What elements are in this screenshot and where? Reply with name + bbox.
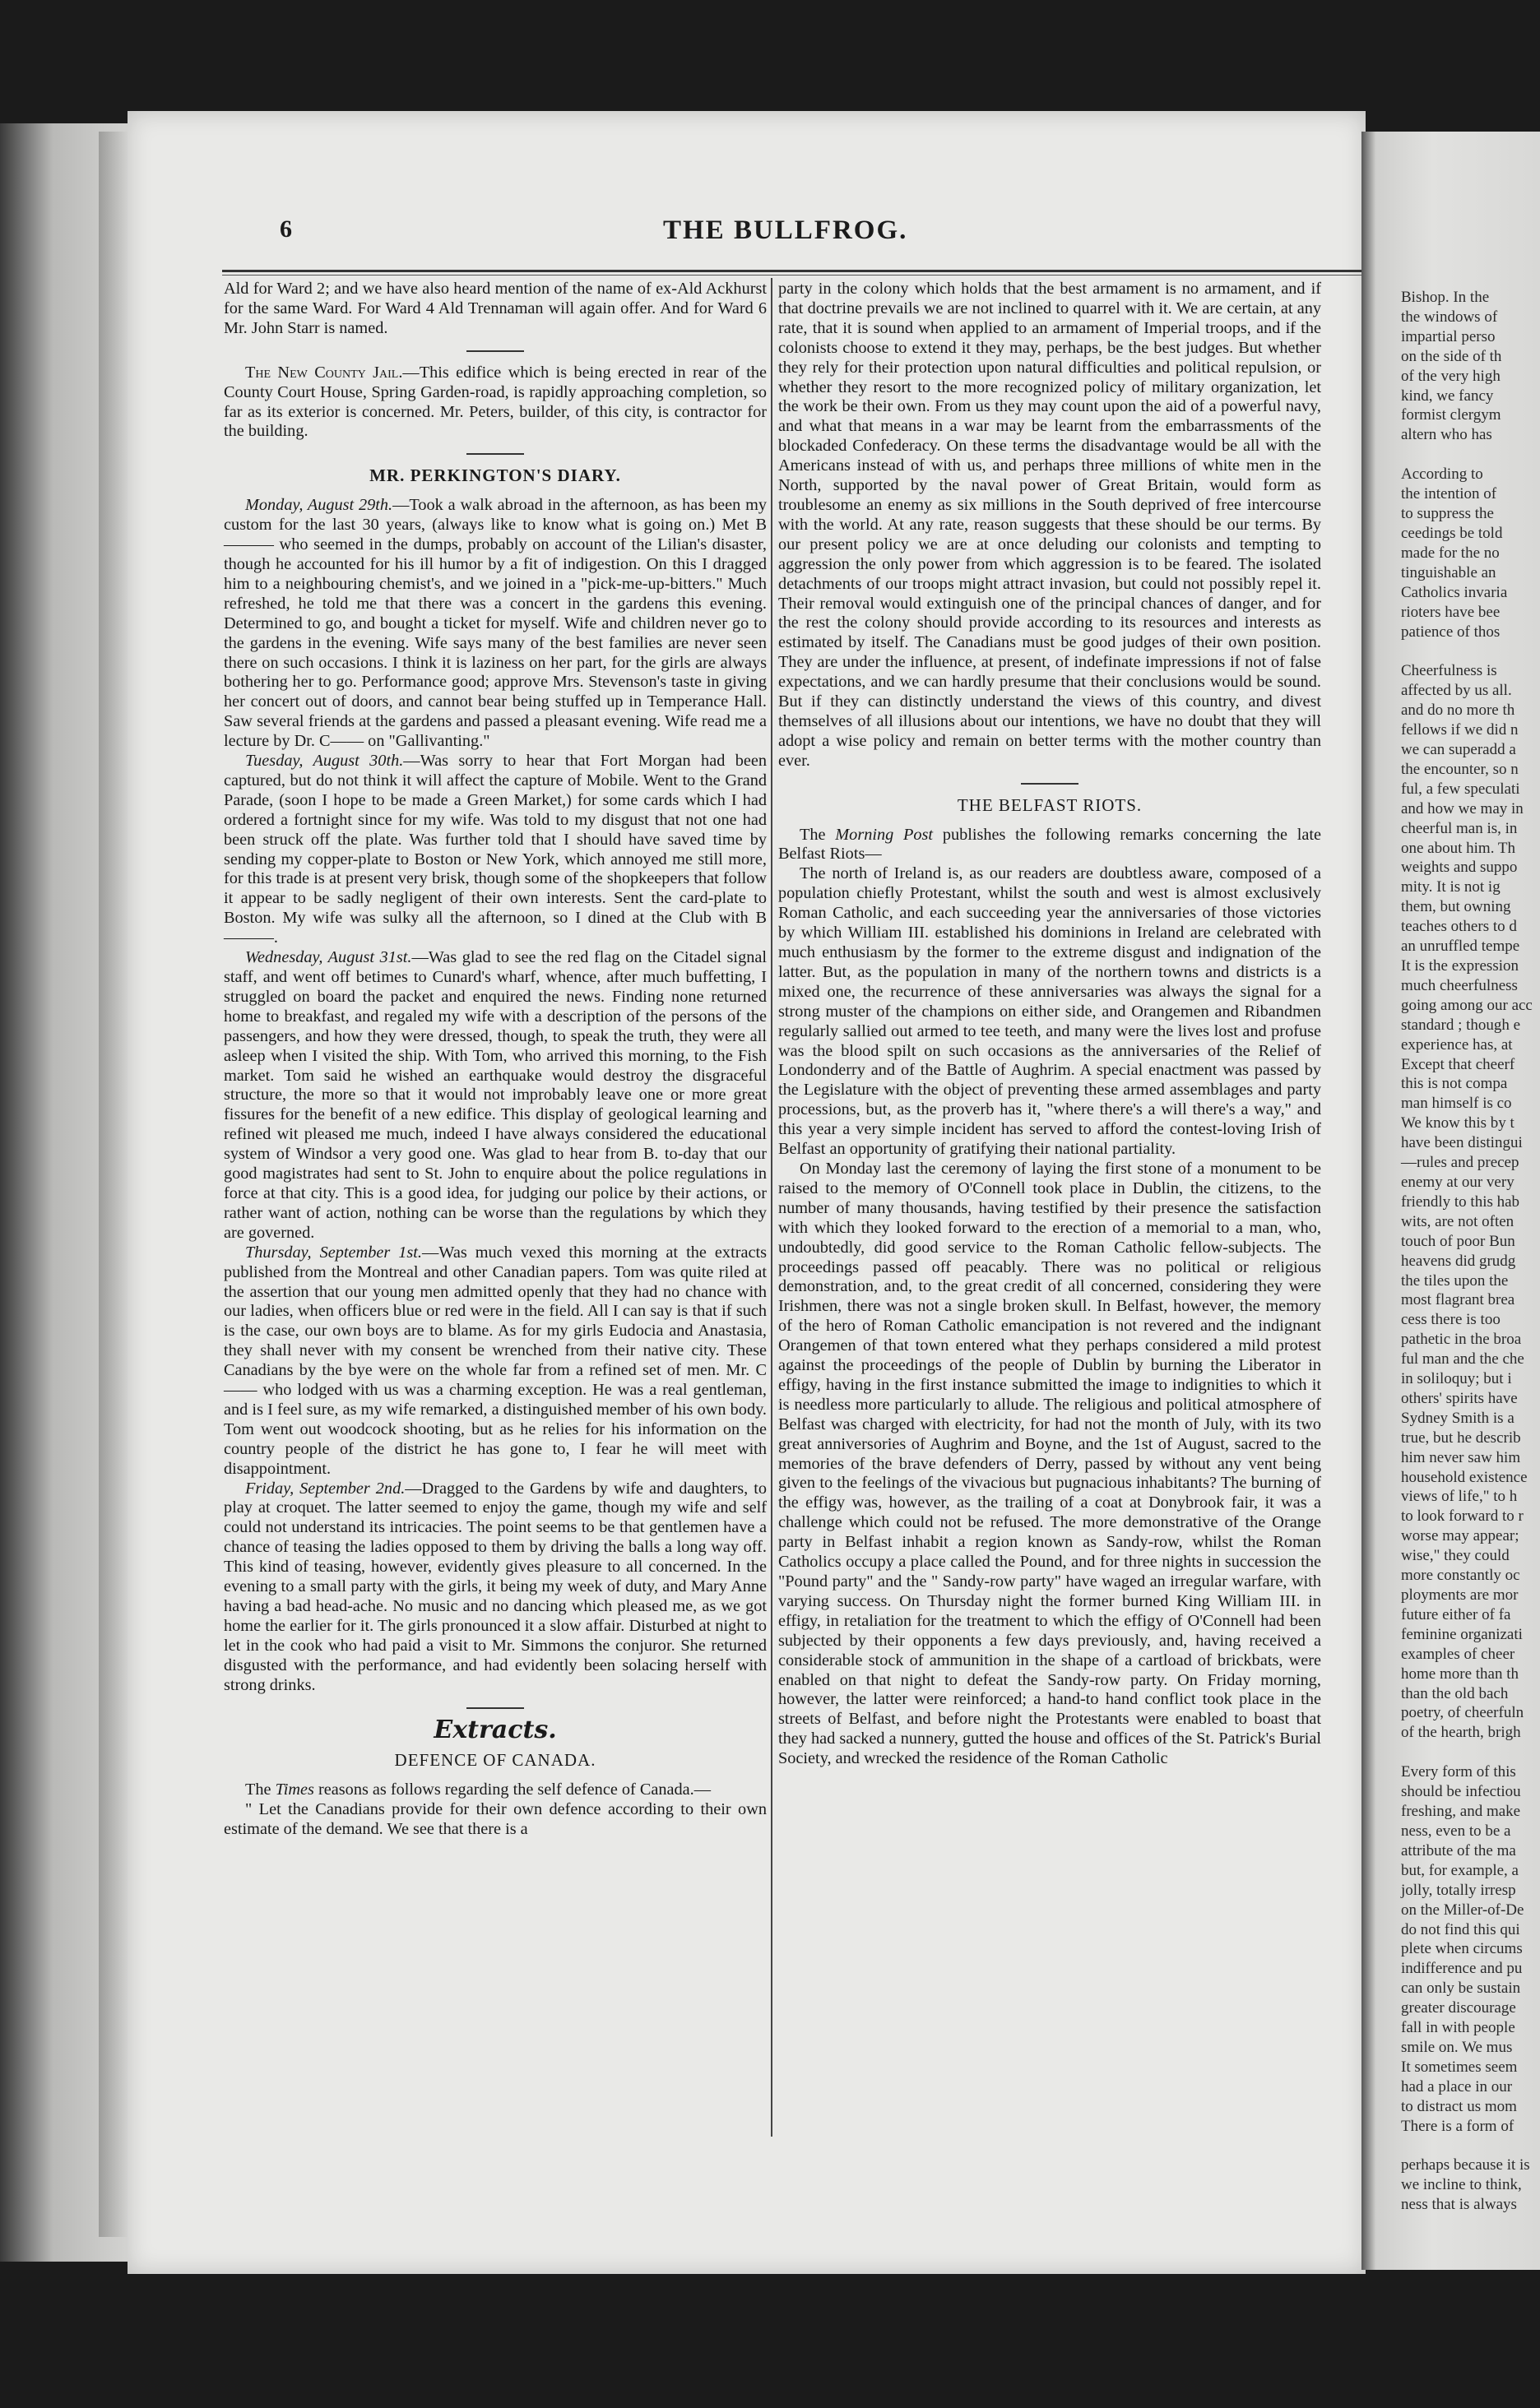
- page-number: 6: [280, 215, 292, 243]
- adjacent-line: going among our acc: [1401, 996, 1533, 1014]
- adjacent-line: Every form of this: [1401, 1763, 1516, 1781]
- adjacent-line: of the hearth, brigh: [1401, 1724, 1521, 1742]
- adjacent-line: household existence: [1401, 1468, 1528, 1486]
- defence-intro-paper: Times: [275, 1781, 314, 1799]
- diary-entry: [224, 948, 767, 1243]
- adjacent-line: greater discourage: [1401, 1999, 1516, 2017]
- adjacent-line: affected by us all.: [1401, 682, 1512, 700]
- header-rule: [222, 270, 1361, 272]
- page-header: [280, 215, 1366, 257]
- diary-heading: MR. PERKINGTON'S DIARY.: [369, 465, 621, 486]
- adjacent-line: the encounter, so n: [1401, 760, 1519, 778]
- adjacent-line: enemy at our very: [1401, 1173, 1514, 1191]
- adjacent-line: others' spirits have: [1401, 1389, 1518, 1407]
- adjacent-line: Bishop. In the: [1401, 289, 1490, 306]
- adjacent-line: should be infectiou: [1401, 1783, 1521, 1801]
- belfast-article: [778, 864, 1321, 1769]
- adjacent-gap: [1401, 2136, 1540, 2156]
- diary-date: Friday, September 2nd.: [245, 1479, 406, 1498]
- adjacent-line: wits, are not often: [1401, 1212, 1514, 1230]
- jail-lead: The New County Jail.: [245, 363, 403, 382]
- adjacent-line: him never saw him: [1401, 1448, 1521, 1466]
- adjacent-line: on the Miller-of-De: [1401, 1901, 1524, 1919]
- adjacent-line: feminine organizati: [1401, 1625, 1523, 1643]
- adjacent-line: to look forward to r: [1401, 1507, 1524, 1526]
- adjacent-line: cheerful man is, in: [1401, 819, 1518, 837]
- intro-paragraph: Ald for Ward 2; and we have also heard mention of the name of ex-Ald Ackhurst for the same Ward. For Ward 4 Ald Trennaman will again offer. And for Ward 6 Mr. John Starr is named.: [224, 280, 767, 337]
- adjacent-line: ness that is always: [1401, 2196, 1517, 2214]
- column-divider: [771, 278, 772, 2137]
- adjacent-line: kind, we fancy: [1401, 387, 1494, 405]
- publication-title: THE BULLFROG.: [663, 215, 908, 245]
- adjacent-line: an unruffled tempe: [1401, 938, 1520, 956]
- adjacent-line: examples of cheer: [1401, 1645, 1515, 1663]
- adjacent-line: smile on. We mus: [1401, 2038, 1513, 2056]
- adjacent-line: worse may appear;: [1401, 1527, 1519, 1545]
- adjacent-line: fellows if we did n: [1401, 721, 1519, 739]
- belfast-intro-paper: Morning Post: [835, 825, 934, 844]
- diary-entry: [224, 752, 767, 948]
- adjacent-line: ness, even to be a: [1401, 1822, 1511, 1840]
- defence-quote: " Let the Canadians provide for their own defence according to their own estimate of the demand. We see that there is a: [224, 1800, 767, 1839]
- adjacent-line: There is a form of: [1401, 2117, 1514, 2135]
- adjacent-line: Sydney Smith is a: [1401, 1409, 1514, 1427]
- adjacent-line: on the side of th: [1401, 347, 1502, 365]
- jail-article: [224, 364, 767, 442]
- adjacent-line: and how we may in: [1401, 799, 1524, 817]
- section-rule: [466, 453, 524, 455]
- adjacent-line: we incline to think,: [1401, 2176, 1522, 2194]
- adjacent-line: one about him. Th: [1401, 839, 1515, 857]
- adjacent-line: man himself is co: [1401, 1095, 1512, 1113]
- belfast-intro-a: The: [800, 825, 836, 844]
- adjacent-line: patience of thos: [1401, 623, 1501, 641]
- adjacent-line: jolly, totally irresp: [1401, 1881, 1516, 1899]
- adjacent-line: standard ; though e: [1401, 1016, 1521, 1034]
- adjacent-line: friendly to this hab: [1401, 1192, 1520, 1211]
- adjacent-line: more constantly oc: [1401, 1567, 1520, 1585]
- adjacent-line: Catholics invaria: [1401, 583, 1508, 601]
- adjacent-line: altern who has: [1401, 426, 1492, 444]
- adjacent-line: indifference and pu: [1401, 1960, 1523, 1978]
- adjacent-line: do not find this qui: [1401, 1920, 1520, 1938]
- adjacent-line: to distract us mom: [1401, 2097, 1517, 2115]
- adjacent-line: views of life," to h: [1401, 1488, 1518, 1506]
- diary-date: Wednesday, August 31st.: [245, 948, 412, 967]
- diary-date: Monday, August 29th.: [245, 496, 393, 515]
- adjacent-line: It is the expression: [1401, 957, 1519, 975]
- left-column: [224, 280, 767, 1840]
- adjacent-line: touch of poor Bun: [1401, 1232, 1515, 1250]
- adjacent-page-text: [1401, 288, 1540, 2215]
- adjacent-line: pathetic in the broa: [1401, 1331, 1522, 1349]
- adjacent-line: to suppress the: [1401, 505, 1494, 523]
- diary-entry: [224, 496, 767, 752]
- adjacent-line: had a place in our: [1401, 2077, 1513, 2095]
- adjacent-line: weights and suppo: [1401, 859, 1518, 877]
- adjacent-line: Except that cheerf: [1401, 1055, 1515, 1073]
- adjacent-line: the intention of: [1401, 485, 1497, 503]
- belfast-paragraph: The north of Ireland is, as our readers are doubtless aware, composed of a population chiefly Protestant, whilst the south and west is almost exclusively Roman Catholic, and each succeeding year the anniversaries of those victories by which William III. established his dominions in Ireland are celebrated with much enthusiasm by the former to the extreme disgust and indignation of the latter. But, as the population in many of the northern towns and districts is a mixed one, the recurrence of these anniversaries was always the signal for a strong muster of the champions on either side, and Orangemen and Ribandmen regularly sallied out armed to tee teeth, and many were the lives lost and profuse was the blood spilt on such occasions as the anniversaries of the Relief of Londonderry and of the Battle of Aughrim. A special enactment was passed by the Legislature with the object of preventing these armed assemblages and party processions, but, as the proverb has it, "where there's a will there's a way," and this year a very simple incident has served to afford the contest-loving Irish of Belfast an opportunity of gratifying their national partiality.: [778, 864, 1321, 1159]
- diary-entry: [224, 1480, 767, 1696]
- diary-text: —Was sorry to hear that Fort Morgan had been captured, but do not think it will affect the capture of Mobile. Went to the Grand Parade, (soon I hope to be made a Green Market,) for some cards which I had ordered a fortnight since for my wife. Was told to my disgust that not one had been struck off the plate. Was further told that I should have saved time by sending my copper-plate to Boston or New York, which annoyed me still more, for this trade is at present very brisk, though some of the shopkeepers that follow it appear to be sadly negligent of their own interests. Sent the card-plate to Boston. My wife was sulky all the afternoon, so I dined at the Club with B———.: [224, 752, 768, 947]
- adjacent-line: formist clergym: [1401, 406, 1501, 424]
- right-column: [778, 280, 1321, 1769]
- belfast-paragraph: On Monday last the ceremony of laying the first stone of a monument to be raised to the memory of O'Connell took place in Dublin, the citizens, to the number of many thousands, having testified by their presence the satisfaction with which they looked forward to the erection of a memorial to a man, who, undoubtedly, did good service to the Roman Catholic fellow-subjects. The proceedings passed off peacably. There was no political or religious demonstration, and, to the great credit of all concerned, considering they were Irishmen, there was not a single broken skull. In Belfast, however, the memory of the hero of Roman Catholic emancipation is not revered and the indignant Orangemen of that town entered what they perhaps considered a mild protest against the proceedings of the people of Dublin by burning the Liberator in effigy, having in the first instance submitted the image to indignities to which it is needless more particularly to allude. The religious and political atmosphere of Belfast was charged with electricity, for had not the month of July, with its two great anniversories of Aughrim and Boyne, and the 1st of August, sacred to the memories of the brave defenders of Derry, passed by without any vent being given to the feelings of the vivacious but pugnacious inhabitants? The burning of the effigy was, however, as the trailing of a coat at Donybrook fair, it was a challenge which could not be refused. The more demonstrative of the Orange party in Belfast inhabit a region known as Sandy-row, whilst the Roman Catholics occupy a place called the Pound, and for three nights in succession the "Pound party" and the " Sandy-row party" have waged an irregular warfare, with varying success. On Thursday night the former burned King William III. in effigy, in retaliation for the treatment to which the effigy of O'Connell had been subjected by their opponents a few days previously, and, having received a considerable stock of ammunition in the shape of a cartload of brickbats, were enabled on that night to defeat the Sandy-row party. On Friday morning, however, the latter were reinforced; a hand-to hand conflict took place in the streets of Belfast, and before night the Protestants were enabled to boast that they had sacked a nunnery, gutted the house and offices of the St. Patrick's Burial Society, and wrecked the residence of the Roman Catholic: [778, 1159, 1321, 1768]
- adjacent-line: fall in with people: [1401, 2019, 1515, 2037]
- adjacent-line: ployments are mor: [1401, 1586, 1519, 1604]
- diary-text: —Was glad to see the red flag on the Citadel signal staff, and went off betimes to Cunard's wharf, whence, after much buffetting, I struggled on board the packet and enquired the news. Finding none returned home to breakfast, and regaled my wife with a description of the persons of the passengers, and how they were dressed, though, to speak the truth, they were all asleep when I visited the ship. With Tom, who arrived this morning, to the Fish market. Tom said he wished an earthquake would destroy the disgraceful structure, the more so that it would not improbably leave one or more great fissures for the benefit of a new edifice. This display of geological learning and refined wit pleased me much, indeed I have always considered the educational system of Windsor a very good one. Was glad to hear from B. to-day that our good magistrates had sent to St. John to enquire about the police regulations in force at that city. This is a good idea, for judging our police by their actions, or rather want of action, nothing can be worse than the regulations by which they are governed.: [224, 948, 767, 1242]
- adjacent-page: [1361, 132, 1540, 2270]
- adjacent-line: have been distingui: [1401, 1134, 1523, 1152]
- adjacent-line: most flagrant brea: [1401, 1291, 1515, 1309]
- belfast-intro: [778, 826, 1321, 865]
- adjacent-line: future either of fa: [1401, 1605, 1511, 1623]
- adjacent-line: home more than th: [1401, 1665, 1519, 1683]
- section-rule: [466, 1707, 524, 1709]
- defence-heading: DEFENCE OF CANADA.: [394, 1750, 596, 1771]
- adjacent-line: perhaps because it is: [1401, 2156, 1530, 2174]
- adjacent-line: the windows of: [1401, 308, 1498, 326]
- defence-intro: [224, 1781, 767, 1800]
- adjacent-line: much cheerfulness: [1401, 976, 1518, 994]
- adjacent-line: —rules and precep: [1401, 1154, 1519, 1172]
- adjacent-line: this is not compa: [1401, 1075, 1508, 1093]
- adjacent-line: teaches others to d: [1401, 918, 1517, 936]
- adjacent-line: tinguishable an: [1401, 563, 1496, 581]
- adjacent-line: It sometimes seem: [1401, 2058, 1518, 2076]
- header-rule-thin: [222, 275, 1361, 276]
- diary-text: —Was much vexed this morning at the extracts published from the Montreal and other Canadian papers. Tom was quite riled at the assertion that our young men admitted openly that they had no chance with our ladies, when officers blue or red were in the field. All I can say is that if such is the case, our own boys are to blame. As for my girls Eudocia and Anastasia, they shall never with my consent be wrenched from their native city. These Canadians by the bye were on the whole far from a refined set of men. Mr. C—— who lodged with us was a charming exception. He was a real gentleman, and is I feel sure, as my wife remarked, a distinguished member of his own body. Tom went out woodcock shooting, but as he relies for his information on the country people of the district he has gone to, I fear he will meet with disappointment.: [224, 1243, 767, 1478]
- adjacent-line: true, but he describ: [1401, 1429, 1521, 1447]
- belfast-intro-b: publishes the following remarks concerning the late Belfast Riots—: [778, 825, 1321, 864]
- adjacent-line: ceedings be told: [1401, 524, 1503, 542]
- adjacent-line: made for the no: [1401, 544, 1500, 562]
- adjacent-line: Cheerfulness is: [1401, 662, 1497, 680]
- belfast-heading: THE BELFAST RIOTS.: [957, 794, 1143, 815]
- adjacent-line: in soliloquy; but i: [1401, 1370, 1512, 1388]
- diary-date: Tuesday, August 30th.: [245, 752, 404, 771]
- adjacent-line: can only be sustain: [1401, 1980, 1521, 1998]
- adjacent-line: of the very high: [1401, 367, 1501, 385]
- defence-intro-b: reasons as follows regarding the self defence of Canada.—: [313, 1781, 712, 1799]
- jail-text: —This edifice which is being erected in rear of the County Court House, Spring Garden-road, is rapidly approaching completion, so far as its exterior is concerned. Mr. Peters, builder, of this city, is contractor for the building.: [224, 363, 767, 441]
- adjacent-line: rioters have bee: [1401, 603, 1501, 621]
- diary-entries: [224, 496, 767, 1695]
- adjacent-line: freshing, and make: [1401, 1803, 1521, 1821]
- adjacent-gap: [1401, 1743, 1540, 1762]
- diary-entry: [224, 1243, 767, 1480]
- binding-gutter: [99, 132, 132, 2237]
- adjacent-gap: [1401, 641, 1540, 661]
- adjacent-gap: [1401, 445, 1540, 465]
- adjacent-line: ful, a few speculati: [1401, 780, 1520, 798]
- adjacent-line: cess there is too: [1401, 1311, 1501, 1329]
- extracts-heading: Extracts.: [434, 1715, 557, 1744]
- adjacent-line: poetry, of cheerfuln: [1401, 1704, 1524, 1722]
- adjacent-line: plete when circums: [1401, 1940, 1523, 1958]
- adjacent-line: mity. It is not ig: [1401, 878, 1501, 896]
- adjacent-line: impartial perso: [1401, 327, 1496, 345]
- adjacent-line: heavens did grudg: [1401, 1252, 1516, 1270]
- diary-text: —Took a walk abroad in the afternoon, as has been my custom for the last 30 years, (always like to know what is going on.) Met B——— who seemed in the dumps, probably on account of the Lilian's disaster, though he accounted for his ill humor by a fit of indigestion. On this I dragged him to a neighbouring chemist's, and we joined in a "pick-me-up-bitters." Much refreshed, he told me that there was a concert in the gardens this evening. Determined to go, and bought a ticket for myself. Wife and children never go to the gardens in the evening. Wife says many of the best families are never seen there on such occasions. I think it is laziness on her part, for the girls are always bothering her to go. Performance good; approve Mrs. Stevenson's taste in giving her concert out of doors, and cannot bear being stuffed up in Temperance Hall. Saw several friends at the gardens and passed a pleasant evening. Wife read me a lecture by Dr. C—— on "Gallivanting.": [224, 496, 767, 751]
- adjacent-line: and do no more th: [1401, 702, 1515, 720]
- adjacent-line: wise," they could: [1401, 1547, 1510, 1565]
- adjacent-line: We know this by t: [1401, 1114, 1514, 1132]
- adjacent-line: According to: [1401, 465, 1483, 484]
- adjacent-line: attribute of the ma: [1401, 1841, 1516, 1859]
- adjacent-line: experience has, at: [1401, 1035, 1513, 1054]
- section-rule: [466, 350, 524, 352]
- adjacent-line: but, for example, a: [1401, 1861, 1519, 1879]
- adjacent-line: the tiles upon the: [1401, 1271, 1509, 1290]
- diary-date: Thursday, September 1st.: [245, 1243, 423, 1262]
- adjacent-line: than the old bach: [1401, 1684, 1509, 1702]
- diary-text: —Dragged to the Gardens by wife and daughters, to play at croquet. The latter seemed to enjoy the game, though my wife and self could not understand its intricacies. The point seems to be that gentlemen have a chance of teasing the ladies opposed to them by driving the balls a long way off. This kind of teasing, however, evidently gives pleasure to all concerned. In the evening to a small party with the girls, it being my week of duty, and Mary Anne having a bad head-ache. No music and no dancing which pleased me, as we got home the earlier for it. The girls pronounced it a slow affair. Disturbed at night to let in the cook who had paid a visit to Mr. Simmons the conjuror. She returned disgusted with the performance, and had evidently been solacing herself with strong drinks.: [224, 1479, 767, 1694]
- defence-continued: party in the colony which holds that the best armament is no armament, and if that doctrine prevails we are not inclined to quarrel with it. We are certain, at any rate, that it is sound when applied to an armament of Imperial troops, and if the colonists choose to extend it they may, perhaps, be the best judges. But whether they rely for their protection upon natural difficulties and political repulsion, or whether they resort to the more recognized policy of military organization, let the work be their own. From us they may count upon the aid of a powerful navy, and what that means in a war may be learnt from the embarrassments of the blockaded Confederacy. On these terms the disadvantage would be all with the Americans instead of with us, and perhaps three millions of white men in the North, supported by the naval power of Great Britain, would form as troublesome an enemy as six millions in the South deprived of free intercourse with the world. At any rate, reason suggests that these should be our terms. By our present policy we are at once deluding our colonists and tempting to aggression the only power from which aggression is to be feared. The isolated detachments of our troops might attract invasion, but could not possibly repel it. Their removal would extinguish one of the principal chances of danger, and for the rest the colony should provide according to its resources and interests as estimated by itself. The Canadians must be good judges of their own position. They are under the influence, at present, of indefinate impressions if not of false expectations, and we can hardly presume that their conclusions would be sound. But if they can distinctly understand the views of this country, and divest themselves of all illusions about our intentions, we have no doubt that they will adopt a wise policy and remain on better terms with the mother country than ever.: [778, 280, 1321, 770]
- adjacent-line: we can superadd a: [1401, 741, 1516, 759]
- adjacent-line: them, but owning: [1401, 898, 1511, 916]
- adjacent-line: ful man and the che: [1401, 1350, 1524, 1368]
- defence-intro-a: The: [245, 1781, 276, 1799]
- section-rule: [1021, 783, 1078, 785]
